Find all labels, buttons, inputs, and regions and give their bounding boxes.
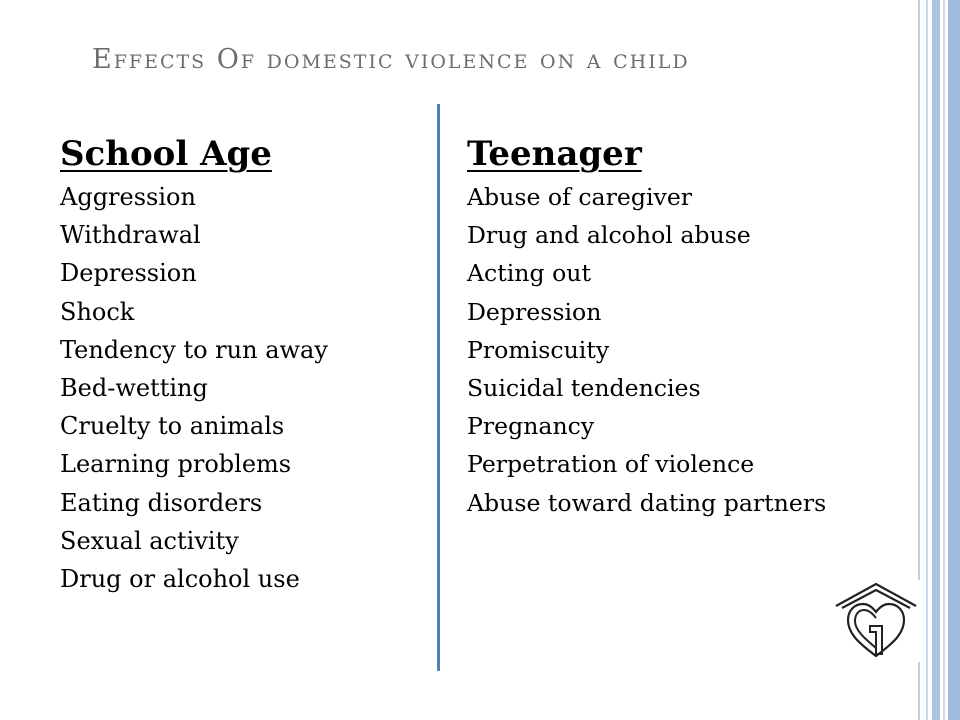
list-item: Perpetration of violence xyxy=(467,450,755,479)
list-item: Acting out xyxy=(467,259,591,288)
slide-title: Effects Of domestic violence on a child xyxy=(92,44,690,75)
list-item: Pregnancy xyxy=(467,412,595,441)
list-item: Tendency to run away xyxy=(60,335,328,364)
border-band-blue-1 xyxy=(932,0,940,720)
list-item: Sexual activity xyxy=(60,526,239,555)
teenager-column xyxy=(467,130,917,522)
list-item: Abuse of caregiver xyxy=(467,183,693,211)
border-band-blue-2 xyxy=(948,0,960,720)
list-item: Shock xyxy=(60,297,135,326)
column-divider xyxy=(437,104,440,671)
teenager-heading: Teenager xyxy=(467,134,642,174)
list-item: Aggression xyxy=(60,183,196,211)
school-age-list xyxy=(60,178,430,598)
list-item: Bed-wetting xyxy=(60,374,208,403)
heart-house-logo-icon xyxy=(832,580,920,662)
list-item: Drug and alcohol abuse xyxy=(467,221,751,250)
border-line-1 xyxy=(926,0,928,720)
list-item: Cruelty to animals xyxy=(60,412,285,441)
list-item: Learning problems xyxy=(60,450,292,479)
list-item: Drug or alcohol use xyxy=(60,565,300,594)
list-item: Depression xyxy=(467,297,602,326)
list-item: Depression xyxy=(60,259,197,288)
school-age-heading: School Age xyxy=(60,134,272,174)
school-age-column xyxy=(60,130,430,598)
list-item: Withdrawal xyxy=(60,221,201,250)
list-item: Promiscuity xyxy=(467,335,610,364)
teenager-list xyxy=(467,178,917,522)
list-item: Eating disorders xyxy=(60,488,263,517)
list-item: Suicidal tendencies xyxy=(467,374,701,403)
border-line-2 xyxy=(943,0,945,720)
list-item: Abuse toward dating partners xyxy=(467,488,827,517)
